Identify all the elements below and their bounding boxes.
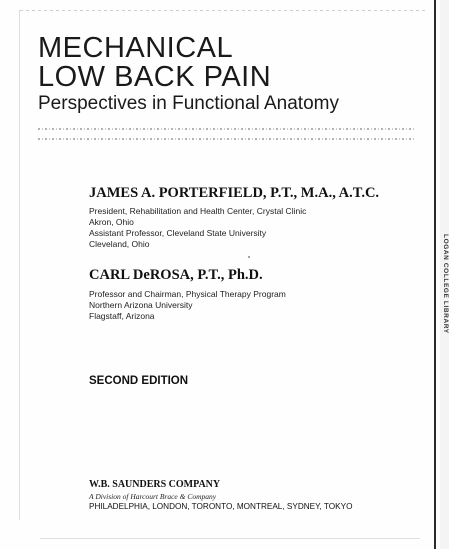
publisher-name: W.B. SAUNDERS COMPANY — [89, 479, 221, 490]
paper-speck — [248, 256, 250, 258]
book-title-line-2: LOW BACK PAIN — [38, 61, 272, 93]
book-title-line-1: MECHANICAL — [38, 32, 234, 64]
publisher-cities: PHILADELPHIA, LONDON, TORONTO, MONTREAL, SYDNEY, TOKYO — [89, 502, 353, 511]
library-stamp-text: LOGAN COLLEGE LIBRARY — [442, 234, 449, 334]
publisher-division: A Division of Harcourt Brace & Company — [89, 492, 217, 501]
affiliation-line: Assistant Professor, Cleveland State University — [89, 228, 267, 238]
page-bottom-edge — [40, 538, 420, 539]
book-title — [38, 34, 271, 92]
author-name-derosa: CARL DeROSA, P.T., Ph.D. — [89, 267, 263, 283]
edition-label: SECOND EDITION — [89, 375, 189, 387]
page-top-edge — [20, 10, 426, 11]
book-subtitle: Perspectives in Functional Anatomy — [38, 93, 339, 114]
library-stamp — [441, 234, 449, 354]
title-rule-top — [38, 128, 416, 130]
page-left-edge — [19, 10, 20, 520]
affiliation-line: Northern Arizona University — [89, 300, 193, 310]
author-name-porterfield: JAMES A. PORTERFIELD, P.T., M.A., A.T.C. — [89, 185, 380, 201]
title-rule-bottom — [38, 138, 416, 140]
affiliation-line: Professor and Chairman, Physical Therapy Program — [89, 289, 286, 299]
author-affiliation-porterfield — [89, 206, 306, 250]
affiliation-line: President, Rehabilitation and Health Center, Crystal Clinic — [89, 206, 307, 216]
affiliation-line: Cleveland, Ohio — [89, 239, 150, 249]
book-spine-edge — [434, 0, 436, 549]
affiliation-line: Flagstaff, Arizona — [89, 311, 155, 321]
author-affiliation-derosa — [89, 289, 286, 322]
affiliation-line: Akron, Ohio — [89, 217, 134, 227]
